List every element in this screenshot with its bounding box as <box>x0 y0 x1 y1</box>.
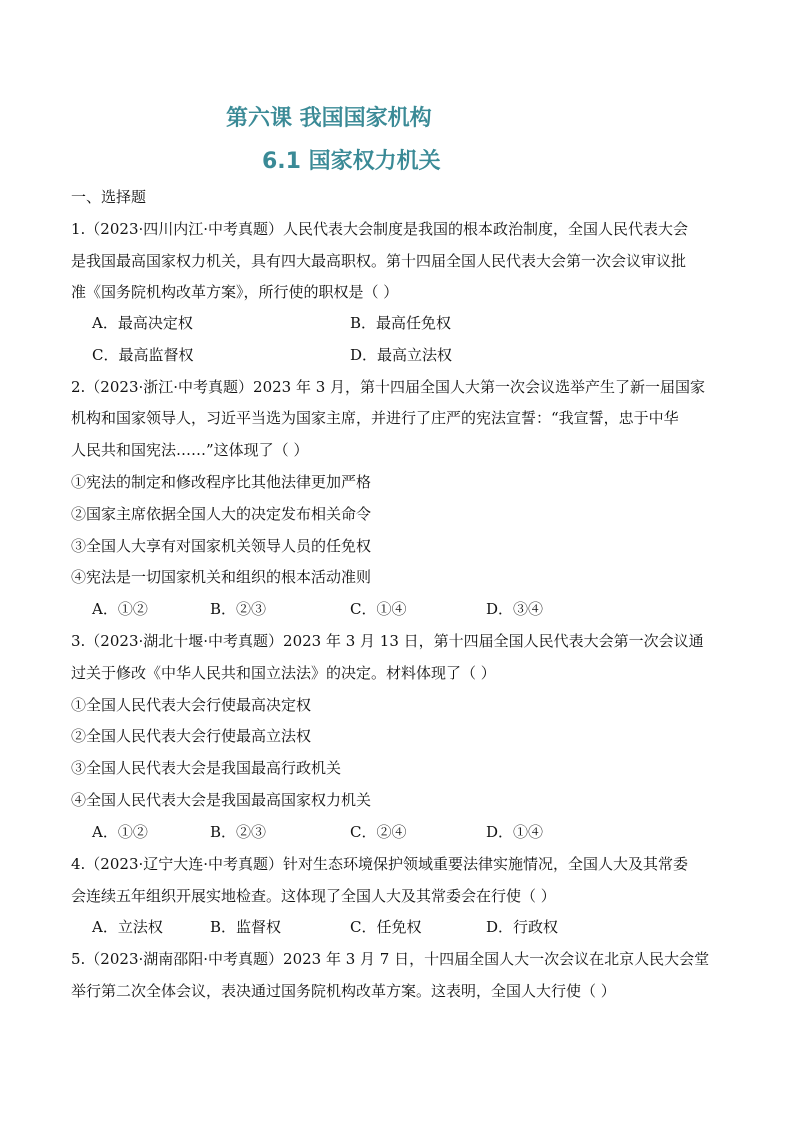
question-4-line-1: 4.（2023·辽宁大连·中考真题）针对生态环境保护领域重要法律实施情况，全国人大及其常委 <box>71 855 689 873</box>
question-4-line-2: 会连续五年组织开展实地检查。这体现了全国人大及其常委会在行使（ ） <box>71 887 556 905</box>
question-4-option-d: D．行政权 <box>486 918 559 936</box>
question-2-line-2: 机构和国家领导人，习近平当选为国家主席，并进行了庄严的宪法宣誓：“我宣誓，忠于中华 <box>71 409 679 427</box>
question-3-option-b: B．②③ <box>210 823 267 841</box>
question-2-statement-1: ①宪法的制定和修改程序比其他法律更加严格 <box>71 473 372 491</box>
question-2-statement-2: ②国家主席依据全国人大的决定发布相关命令 <box>71 505 372 523</box>
question-3-option-d: D．①④ <box>486 823 544 841</box>
question-2-option-d: D．③④ <box>486 600 544 618</box>
question-3-line-2: 过关于修改《中华人民共和国立法法》的决定。材料体现了（ ） <box>71 664 496 682</box>
question-1-line-1: 1.（2023·四川内江·中考真题）人民代表大会制度是我国的根本政治制度，全国人民代表大会 <box>71 220 689 238</box>
question-3-option-c: C．②④ <box>350 823 407 841</box>
question-4-option-b: B．监督权 <box>210 918 282 936</box>
question-2-option-b: B．②③ <box>210 600 267 618</box>
section-heading: 一、选择题 <box>71 188 147 206</box>
question-1-option-d: D．最高立法权 <box>350 346 453 364</box>
question-2-line-1: 2.（2023·浙江·中考真题）2023 年 3 月，第十四届全国人大第一次会议选举产生了新一届国家 <box>71 378 706 396</box>
question-4-option-a: A．立法权 <box>92 918 163 936</box>
question-1-option-c: C．最高监督权 <box>92 346 194 364</box>
question-1-line-2: 是我国最高国家权力机关，具有四大最高职权。第十四届全国人民代表大会第一次会议审议批 <box>71 252 687 270</box>
question-3-statement-3: ③全国人民代表大会是我国最高行政机关 <box>71 759 342 777</box>
question-1-option-a: A．最高决定权 <box>92 314 193 332</box>
question-2-line-3: 人民共和国宪法……”这体现了（ ） <box>71 441 309 459</box>
section-title: 6.1 国家权力机关 <box>262 149 441 174</box>
lesson-title: 第六课 我国国家机构 <box>226 106 432 131</box>
question-2-option-a: A．①② <box>92 600 148 618</box>
question-3-statement-2: ②全国人民代表大会行使最高立法权 <box>71 727 312 745</box>
question-3-statement-4: ④全国人民代表大会是我国最高国家权力机关 <box>71 791 372 809</box>
question-3-line-1: 3.（2023·湖北十堰·中考真题）2023 年 3 月 13 日，第十四届全国人民代表大会第一次会议通 <box>71 632 704 650</box>
question-1-option-b: B．最高任免权 <box>350 314 452 332</box>
question-5-line-1: 5.（2023·湖南邵阳·中考真题）2023 年 3 月 7 日，十四届全国人大一次会议在北京人民大会堂 <box>71 950 710 968</box>
question-2-statement-3: ③全国人大享有对国家机关领导人员的任免权 <box>71 537 372 555</box>
question-3-statement-1: ①全国人民代表大会行使最高决定权 <box>71 696 312 714</box>
question-1-line-3: 准《国务院机构改革方案》，所行使的职权是（ ） <box>71 283 399 301</box>
question-2-statement-4: ④宪法是一切国家机关和组织的根本活动准则 <box>71 568 372 586</box>
question-2-option-c: C．①④ <box>350 600 407 618</box>
question-3-option-a: A．①② <box>92 823 148 841</box>
question-5-line-2: 举行第二次全体会议，表决通过国务院机构改革方案。这表明，全国人大行使（ ） <box>71 982 616 1000</box>
question-4-option-c: C．任免权 <box>350 918 422 936</box>
